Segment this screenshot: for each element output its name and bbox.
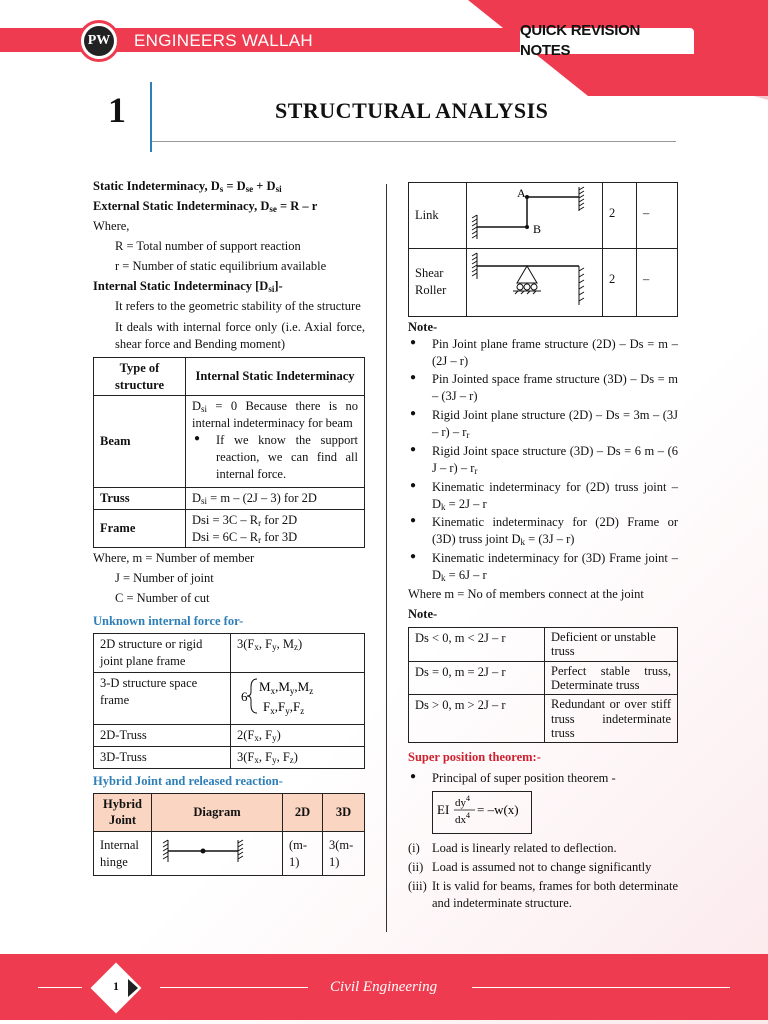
footer-subject: Civil Engineering — [330, 979, 438, 995]
table-cell: 3D-Truss — [94, 746, 231, 768]
table-cell — [152, 832, 283, 876]
formula-moments: $M_x,M_y,M_z$ — [259, 679, 314, 696]
where-C: C = Number of cut — [115, 591, 210, 606]
table-header: Diagram — [152, 793, 283, 832]
arrow-right-icon — [128, 979, 138, 997]
superposition-heading: Super position theorem:- — [408, 750, 541, 765]
formula-six: 6 — [241, 689, 248, 704]
static-indeterminacy-heading: Static Indeterminacy, $D_s = D_{se} + D_{si}$ — [93, 179, 282, 194]
table-cell: $D_{si} = 0$ Because there is no internal indeterminacy for beam ● If we know the support reaction, we can find all internal force. — [186, 396, 365, 487]
list-item: ● Rigid Joint space structure (3D) – Ds = 6 m – (6 J – $r) - r_r$ — [408, 443, 678, 477]
external-indeterminacy-heading: External Static Indeterminacy, $D_{se} = R - r$ — [93, 199, 318, 214]
list-item: (iii) It is valid for beams, frames for both determinate and indeterminate structure. — [408, 878, 678, 910]
truss-stability-table — [408, 627, 678, 744]
formula-forces: $F_x,F_y,F_z$ — [263, 699, 305, 716]
chapter-number: 1 — [108, 90, 126, 130]
table-cell: 3(m-1) — [323, 832, 365, 876]
column-divider — [386, 184, 387, 932]
table-header: 2D — [283, 793, 323, 832]
list-item: ● Principal of super position theorem - — [408, 770, 678, 787]
pw-logo — [78, 20, 120, 62]
where-J: J = Number of joint — [115, 571, 214, 586]
table-cell: 2 — [603, 248, 637, 316]
table-cell: Redundant or over stiff truss indeterminate truss — [545, 695, 678, 743]
six-components-formula — [237, 675, 347, 717]
list-item: ● Rigid Joint plane structure $(2D) - Ds = 3m - (3J - r) - r_r$ — [408, 407, 678, 441]
list-item: ● Kinematic indeterminacy for (2D) truss joint – $D_k = 2J - r$ — [408, 479, 678, 513]
svg-text:= –w(x): = –w(x) — [477, 802, 519, 818]
list-item: ● Pin Jointed space frame structure (3D) – Ds = m – (3J – r) — [408, 371, 678, 405]
paragraph-geometric-stability: It refers to the geometric stability of the structure — [115, 299, 361, 313]
table-cell: Beam — [94, 396, 186, 487]
note-heading: Note- — [408, 319, 438, 334]
superposition-list — [408, 840, 678, 912]
indeterminacy-notes — [408, 336, 678, 584]
table-cell: Dsi = $3C - R_r$ for 2D Dsi = $6C - R_r$ for 3D — [186, 509, 365, 548]
table-cell: 2D structure or rigid joint plane frame — [94, 634, 231, 673]
label-B: B — [533, 222, 542, 236]
table-cell — [231, 673, 365, 725]
table-cell: 2 — [603, 183, 637, 249]
list-item: ● Pin Joint plane frame structure (2D) – Ds = m – (2J – r) — [408, 336, 678, 370]
table-cell: $3(F_x$, $F_y$, $F_z$) — [231, 746, 365, 768]
table-cell: Truss — [94, 487, 186, 509]
table-header: 3D — [323, 793, 365, 832]
brace-icon — [247, 679, 257, 713]
table-cell: – — [637, 248, 678, 316]
table-cell: $D_{si} = m - (2J - 3)$ for 2D — [186, 487, 365, 509]
table-cell: Perfect stable truss, Determinate truss — [545, 661, 678, 695]
internal-indeterminacy-table — [93, 357, 365, 549]
table-header: Internal Static Indeterminacy — [186, 357, 365, 396]
footer-line — [472, 987, 730, 988]
table-cell: Internal hinge — [94, 832, 152, 876]
table-cell: Ds > 0, m > 2J – r — [409, 695, 545, 743]
table-cell: Frame — [94, 509, 186, 548]
left-column — [93, 178, 365, 876]
link-roller-table — [408, 182, 678, 317]
table-cell — [467, 248, 603, 316]
table-cell: Ds = 0, m = 2J – r — [409, 661, 545, 695]
definition-R: R = Total number of support reaction — [115, 239, 301, 253]
table-cell: $3(F_x$, $F_y$, $M_z$) — [231, 634, 365, 673]
unknown-force-table — [93, 633, 365, 768]
table-header: Hybrid Joint — [94, 793, 152, 832]
shear-roller-diagram — [467, 249, 601, 311]
where-m: Where, m = Number of member — [93, 551, 255, 566]
table-cell — [467, 183, 603, 249]
hybrid-joint-table — [93, 793, 365, 877]
list-item: ● Kinematic indeterminacy for (3D) Frame joint – $D_k = 6J - r$ — [408, 550, 678, 584]
table-cell: Link — [409, 183, 467, 249]
internal-hinge-diagram — [158, 834, 254, 868]
unknown-force-heading: Unknown internal force for- — [93, 614, 244, 629]
table-cell: – — [637, 183, 678, 249]
list-item: (i) Load is linearly related to deflection. — [408, 841, 617, 855]
page-number: 1 — [113, 979, 119, 993]
list-item: ● If we know the support reaction, we can find all internal force. — [192, 432, 358, 483]
table-cell: $2(F_x$, $F_y$) — [231, 724, 365, 746]
where-label: Where, — [93, 219, 130, 233]
paragraph-internal-force: It deals with internal force only (i.e. Axial force, shear force and Bending moment) — [115, 319, 365, 351]
brand-name: ENGINEERS WALLAH — [134, 31, 313, 50]
svg-text:EI: EI — [437, 802, 450, 818]
svg-text:dy4: $dy^4$ — [455, 794, 470, 810]
list-item: ● Kinematic indeterminacy for (2D) Frame or (3D) truss joint $D_k = (3J - r)$ — [408, 514, 678, 548]
right-column — [408, 182, 678, 914]
hinge-icon — [201, 849, 206, 854]
equation-svg — [437, 794, 527, 826]
chapter-title: STRUCTURAL ANALYSIS — [275, 98, 549, 123]
footer-line — [160, 987, 308, 988]
definition-r: r = Number of static equilibrium available — [115, 259, 327, 273]
where-members: Where m = No of members connect at the joint — [408, 586, 644, 601]
label-A: A — [517, 186, 526, 200]
title-rule — [152, 141, 676, 142]
table-cell: Deficient or unstable truss — [545, 627, 678, 661]
table-cell: Ds < 0, m < 2J – r — [409, 627, 545, 661]
table-cell: 3-D structure space frame — [94, 673, 231, 725]
table-cell: Shear Roller — [409, 248, 467, 316]
table-cell: (m-1) — [283, 832, 323, 876]
footer-line — [38, 987, 82, 988]
list-item: (ii) Load is assumed not to change significantly — [408, 859, 652, 874]
table-header: Type of structure — [94, 357, 186, 396]
internal-indeterminacy-heading: Internal Static Indeterminacy $[D_{si}]-$ — [93, 279, 283, 294]
svg-text:dx4: $dx^4$ — [455, 811, 470, 827]
beam-equation — [432, 791, 532, 834]
quick-revision-badge: QUICK REVISION NOTES — [520, 28, 694, 54]
table-cell: 2D-Truss — [94, 724, 231, 746]
logo-text: PW — [84, 26, 114, 56]
hybrid-joint-heading: Hybrid Joint and released reaction- — [93, 773, 283, 788]
note2-heading: Note- — [408, 606, 438, 621]
link-diagram — [467, 183, 601, 243]
